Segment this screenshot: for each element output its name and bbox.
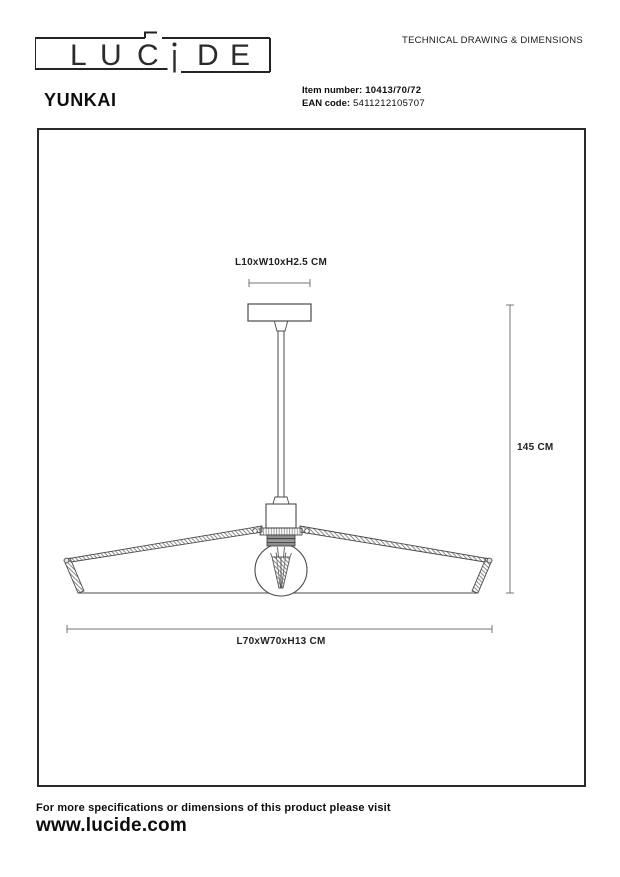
ean-label: EAN code: xyxy=(302,98,351,109)
socket-assembly xyxy=(253,497,310,546)
logo-letter-e: E xyxy=(230,39,251,72)
socket-flange xyxy=(260,528,302,535)
shade-dimension-label: L70xW70xH13 CM xyxy=(236,636,326,647)
logo-letter-l: L xyxy=(70,39,87,72)
socket-rings xyxy=(267,535,295,546)
doc-title: TECHNICAL DRAWING & DIMENSIONS xyxy=(402,35,583,46)
shade-dimension-line xyxy=(67,625,492,633)
height-dimension-line xyxy=(506,305,514,593)
ceiling-canopy xyxy=(248,304,311,331)
item-number-label: Item number: xyxy=(302,85,363,96)
suspension-cable xyxy=(278,330,284,497)
socket-body xyxy=(266,504,296,528)
flange-left-screw xyxy=(253,529,258,534)
shade-right-slope xyxy=(300,526,490,562)
canopy-cable-grip xyxy=(274,320,288,331)
canopy-plate xyxy=(248,304,311,321)
footer-note: For more specifications or dimensions of this product please visit xyxy=(36,802,391,814)
height-dimension-label: 145 CM xyxy=(517,442,554,453)
shade-left-slope xyxy=(66,526,262,562)
canopy-dimension-line xyxy=(249,279,310,287)
light-bulb xyxy=(255,544,307,596)
shade-left-tip xyxy=(64,558,69,563)
logo-letter-d: D xyxy=(197,39,219,72)
canopy-dimension-label: L10xW10xH2.5 CM xyxy=(234,257,328,268)
logo-letter-c: C xyxy=(137,39,159,72)
socket-cable-grip xyxy=(273,497,289,504)
shade-right-tip xyxy=(487,558,492,563)
product-name: YUNKAI xyxy=(44,90,117,110)
ean-value: 5411212105707 xyxy=(353,98,425,109)
item-number-value: 10413/70/72 xyxy=(365,85,422,96)
flange-right-screw xyxy=(305,529,310,534)
logo-letter-u: U xyxy=(100,39,122,72)
website-link[interactable]: www.lucide.com xyxy=(36,815,187,836)
